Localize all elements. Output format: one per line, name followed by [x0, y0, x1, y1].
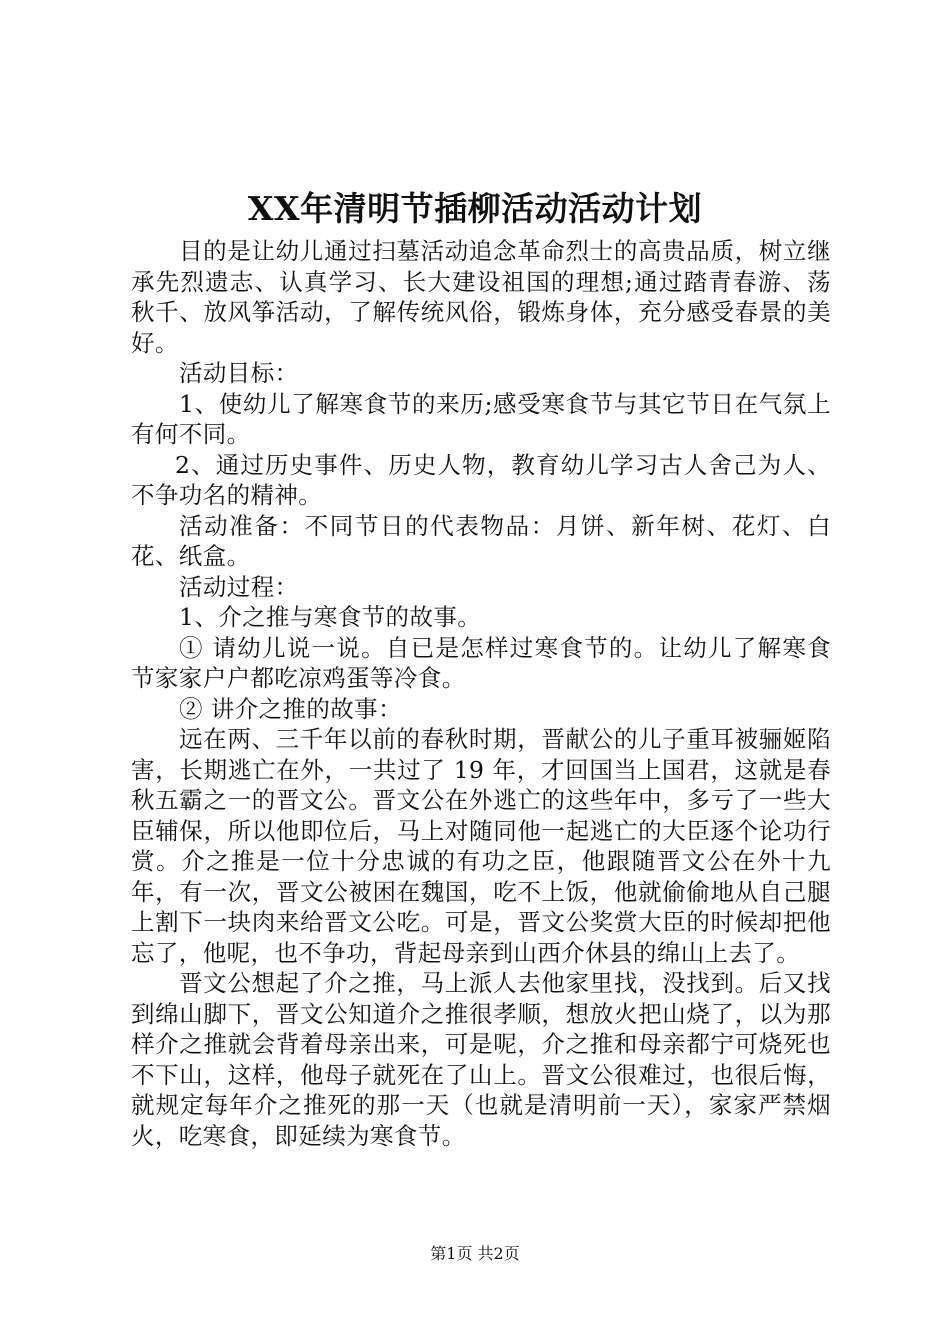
paragraph-preparation: 活动准备：不同节日的代表物品：月饼、新年树、花灯、白花、纸盒。: [131, 511, 831, 570]
paragraph-goal-1: 1、使幼儿了解寒食节的来历;感受寒食节与其它节日在气氛上有何不同。: [131, 389, 831, 448]
paragraph-goals-heading: 活动目标：: [179, 359, 299, 387]
paragraph-story-1: 远在两、三千年以前的春秋时期，晋献公的儿子重耳被骊姬陷害，长期逃亡在外，一共过了 19 年，才回国当上国君，这就是春秋五霸之一的晋文公。晋文公在外逃亡的这些年中，多亏了一些大臣辅保，所以他即位后，马上对随同他一起逃亡的大臣逐个论功行赏。介之推是一位十分忠诚的有功之臣，他跟随晋文公在外十九年，有一次，晋文公被困在魏国，吃不上饭，他就偷偷地从自己腿上割下一块肉来给晋文公吃。可是，晋文公奖赏大臣的时候却把他忘了，他呢，也不争功，背起母亲到山西介休县的绵山上去了。: [131, 725, 831, 967]
paragraph-step-2: ② 讲介之推的故事：: [179, 694, 402, 723]
paragraph-step-1: ① 请幼儿说一说。自已是怎样过寒食节的。让幼儿了解寒食节家家户户都吃凉鸡蛋等冷食。: [131, 633, 831, 692]
paragraph-story-2: 晋文公想起了介之推，马上派人去他家里找，没找到。后又找到绵山脚下，晋文公知道介之推很孝顺，想放火把山烧了，以为那样介之推就会背着母亲出来，可是呢，介之推和母亲都宁可烧死也不下山，这样，他母子就死在了山上。晋文公很难过，也很后悔，就规定每年介之推死的那一天（也就是清明前一天），家家严禁烟火，吃寒食，即延续为寒食节。: [131, 969, 831, 1150]
paragraph-process-heading: 活动过程：: [179, 572, 299, 601]
paragraph-purpose: 目的是让幼儿通过扫墓活动追念革命烈士的高贵品质，树立继承先烈遗志、认真学习、长大建设祖国的理想;通过踏青春游、荡秋千、放风筝活动，了解传统风俗，锻炼身体，充分感受春景的美好。: [131, 237, 831, 357]
paragraph-goal-2: 2、通过历史事件、历史人物，教育幼儿学习古人舍己为人、不争功名的精神。: [131, 450, 831, 509]
paragraph-process-1: 1、介之推与寒食节的故事。: [179, 603, 482, 631]
document-title: XX年清明节插柳活动活动计划: [247, 189, 703, 228]
page-number-footer: 第1页 共2页: [430, 1244, 520, 1263]
document-body: [131, 236, 831, 1151]
